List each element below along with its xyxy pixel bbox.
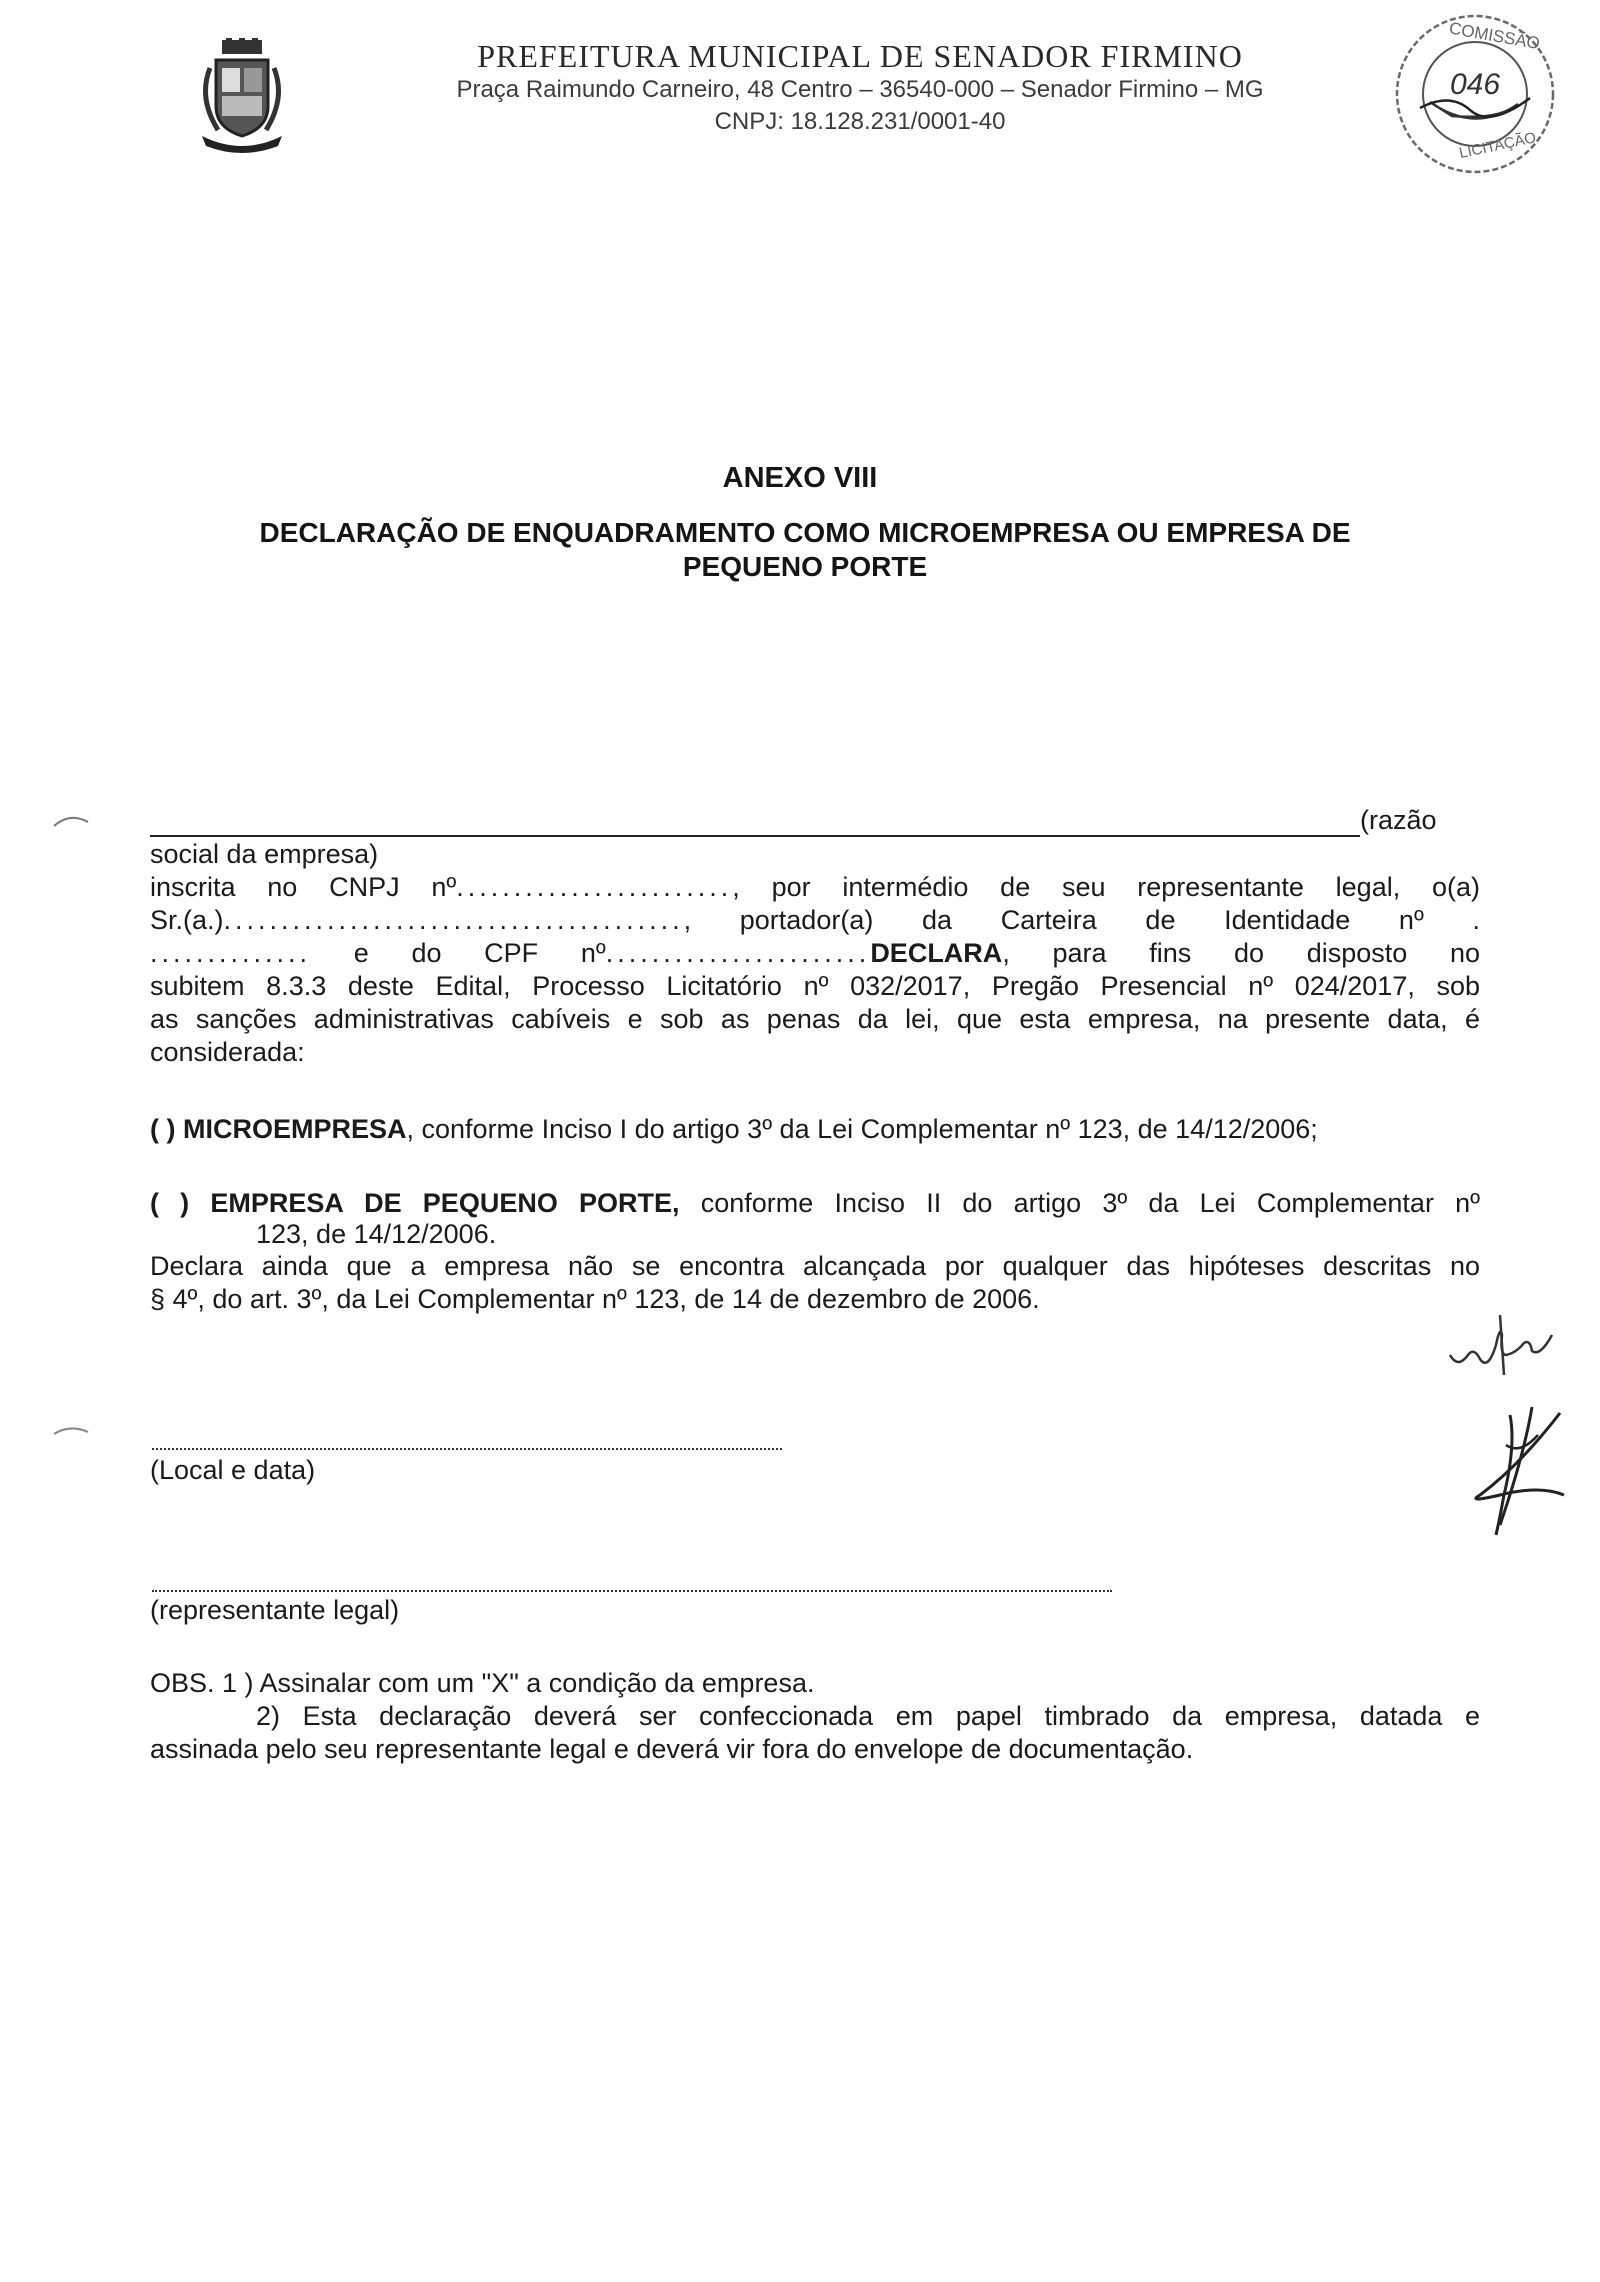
- purpose-text: , para fins do disposto no: [1002, 938, 1480, 968]
- representative-signature-line[interactable]: [152, 1590, 1112, 1592]
- company-name-caption: social da empresa): [150, 839, 379, 869]
- observation-2-line2: assinada pelo seu representante legal e deverá vir fora do envelope de documentação.: [150, 1734, 1194, 1764]
- option-microempresa: [150, 1113, 1480, 1145]
- microempresa-checkbox[interactable]: ( ): [150, 1114, 176, 1144]
- representative-label: (representante legal): [150, 1595, 400, 1625]
- identity-text: , portador(a) da Carteira de Identidade nº .: [683, 905, 1480, 935]
- considered-line: considerada:: [150, 1037, 305, 1067]
- sr-dots: ........................................: [223, 905, 684, 935]
- representative-text: , por intermédio de seu representante legal, o(a): [732, 872, 1480, 902]
- municipal-crest-logo: [192, 38, 292, 154]
- cpf-line: [150, 937, 1480, 969]
- margin-mark: [52, 1420, 92, 1440]
- representative-line: [150, 904, 1480, 936]
- declaration-continued-line2: § 4º, do art. 3º, da Lei Complementar nº 123, de 14 de dezembro de 2006.: [150, 1284, 1040, 1314]
- sr-label: Sr.(a.): [150, 905, 224, 935]
- local-date-label: (Local e data): [150, 1455, 316, 1485]
- declaration-title: DECLARAÇÃO DE ENQUADRAMENTO COMO MICROEMPRESA OU EMPRESA DE PEQUENO PORTE: [259, 517, 1351, 582]
- epp-text: conforme Inciso II do artigo 3º da Lei Complementar nº: [679, 1188, 1481, 1218]
- cpf-dots: .......................: [605, 938, 871, 968]
- option-epp: [150, 1187, 1480, 1219]
- handwritten-initials: [1440, 1295, 1580, 1555]
- cnpj-label: inscrita no CNPJ nº: [150, 872, 457, 902]
- observation-1: OBS. 1 ) Assinalar com um "X" a condição da empresa.: [150, 1668, 815, 1698]
- identity-dots: ..............: [150, 938, 312, 968]
- epp-continuation: 123, de 14/12/2006.: [256, 1219, 497, 1249]
- municipality-cnpj: CNPJ: 18.128.231/0001-40: [714, 108, 1006, 135]
- razao-label: (razão: [1360, 805, 1437, 835]
- margin-mark: [52, 810, 92, 830]
- sanctions-line: as sanções administrativas cabíveis e sob as penas da lei, que esta empresa, na presente data, é: [150, 1004, 1480, 1034]
- stamp-top-text: COMISSÃO: [1447, 18, 1542, 54]
- process-line: subitem 8.3.3 deste Edital, Processo Licitatório nº 032/2017, Pregão Presencial nº 024/2017, sob: [150, 971, 1480, 1001]
- epp-checkbox[interactable]: ( ): [150, 1188, 190, 1218]
- microempresa-text: , conforme Inciso I do artigo 3º da Lei Complementar nº 123, de 14/12/2006;: [406, 1114, 1318, 1144]
- stamp-bottom-text: LICITAÇÃO: [1457, 129, 1538, 163]
- municipality-title: PREFEITURA MUNICIPAL DE SENADOR FIRMINO: [477, 38, 1243, 74]
- cnpj-dots: ........................: [456, 872, 733, 902]
- observation-2-line1: 2) Esta declaração deverá ser confeccionada em papel timbrado da empresa, datada e: [256, 1701, 1480, 1731]
- microempresa-label: MICROEMPRESA: [183, 1114, 407, 1144]
- cnpj-line: [150, 871, 1480, 903]
- municipality-address: Praça Raimundo Carneiro, 48 Centro – 36540-000 – Senador Firmino – MG: [456, 76, 1264, 103]
- annex-heading: ANEXO VIII: [722, 462, 878, 494]
- declaration-continued-line1: Declara ainda que a empresa não se encontra alcançada por qualquer das hipóteses descritas no: [150, 1251, 1480, 1281]
- commission-stamp: [1390, 4, 1560, 184]
- declara-keyword: DECLARA: [870, 938, 1003, 968]
- cpf-label: e do CPF nº: [311, 938, 606, 968]
- company-name-blank: [150, 835, 1360, 837]
- stamp-number: 046: [1450, 68, 1501, 101]
- local-date-line[interactable]: [152, 1448, 782, 1450]
- epp-label: EMPRESA DE PEQUENO PORTE,: [210, 1188, 680, 1218]
